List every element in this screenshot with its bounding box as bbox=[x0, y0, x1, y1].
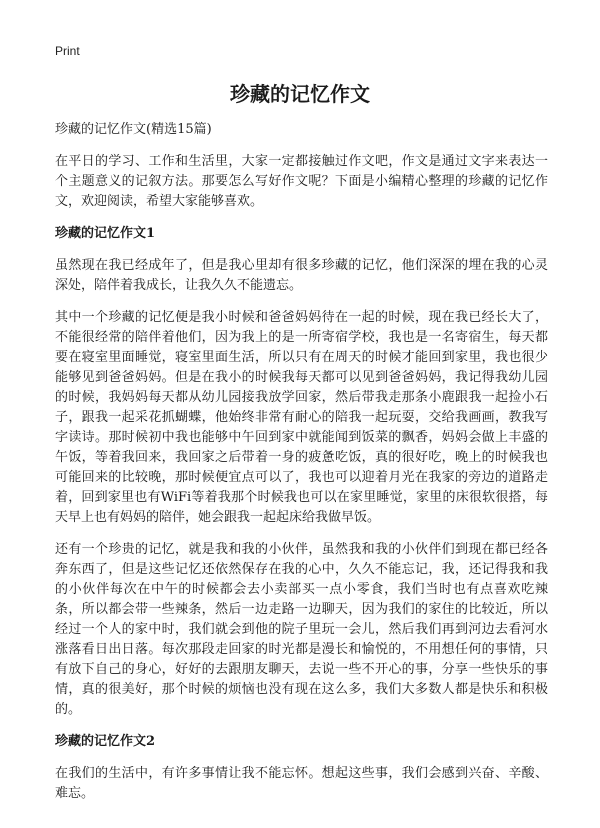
article-subtitle: 珍藏的记忆作文(精选15篇) bbox=[55, 122, 212, 137]
section-1-paragraph-3: 还有一个珍贵的记忆，就是我和我的小伙伴，虽然我和我的小伙伴们到现在都已经各奔东西了，但是这些记忆还依然保存在我的心中，久久不能忘记，我，还记得我和我的小伙伴每次在中午的时候都会去小卖部买一点小零食，我们当时也有点喜欢吃辣条，所以都会带一些辣条，然后一边走路一边聊天，因为我们的家住的比较近，所以经过一个人的家中时，我们就会到他的院子里玩一会儿，然后我们再到河边去看河水涨落看日出日落。每次那段走回家的时光都是漫长和愉悦的，不用想任何的事情，只有放下自己的身心，好好的去跟朋友聊天，去说一些不开心的事，分享一些快乐的事情，真的很美好，那个时候的烦恼也没有现在这么多，我们大多数人都是快乐和积极的。 bbox=[55, 542, 548, 717]
print-link[interactable]: Print bbox=[55, 44, 80, 58]
section-heading-2: 珍藏的记忆作文2 bbox=[55, 734, 156, 749]
section-1-paragraph-1: 虽然现在我已经成年了，但是我心里却有很多珍藏的记忆，他们深深的埋在我的心灵深处，陪伴着我成长，让我久久不能遗忘。 bbox=[55, 258, 548, 293]
intro-paragraph: 在平日的学习、工作和生活里，大家一定都接触过作文吧，作文是通过文字来表达一个主题意义的记叙方法。那要怎么写好作文呢？下面是小编精心整理的珍藏的记忆作文，欢迎阅读，希望大家能够喜欢。 bbox=[55, 154, 548, 209]
section-1-paragraph-2: 其中一个珍藏的记忆便是我小时候和爸爸妈妈待在一起的时候，现在我已经长大了，不能很经常的陪伴着他们，因为我上的是一所寄宿学校，我也是一名寄宿生，每天都要在寝室里面睡觉，寝室里面生活，所以只有在周天的时候才能回到家里，我也很少能够见到爸爸妈妈。但是在我小的时候我每天都可以见到爸爸妈妈，我记得我幼儿园的时候，我妈妈每天都从幼儿园接我放学回家，然后带我走那条小鹿跟我一起捡小石子，跟我一起采花抓蝴蝶，他始终非常有耐心的陪我一起玩耍，交给我画画，教我写字读诗。那时候初中我也能够中午回到家中就能闻到饭菜的飘香，妈妈会做上丰盛的午饭，等着我回来，我回家之后带着一身的疲惫吃饭，真的很好吃，晚上的时候我也可能回来的比较晚，那时候便宜点可以了，我也可以迎着月光在我家的旁边的道路走着，回到家里也有WiFi等着我那个时候我也可以在家里睡觉，家里的床很软很搭，每天早上也有妈妈的陪伴，她会跟我一起起床给我做早饭。 bbox=[55, 310, 548, 525]
section-heading-1: 珍藏的记忆作文1 bbox=[55, 226, 156, 241]
article-body bbox=[55, 120, 548, 816]
page-title: 珍藏的记忆作文 bbox=[230, 82, 370, 106]
section-2-paragraph-1: 在我们的生活中，有许多事情让我不能忘怀。想起这些事，我们会感到兴奋、辛酸、难忘。 bbox=[55, 766, 548, 801]
